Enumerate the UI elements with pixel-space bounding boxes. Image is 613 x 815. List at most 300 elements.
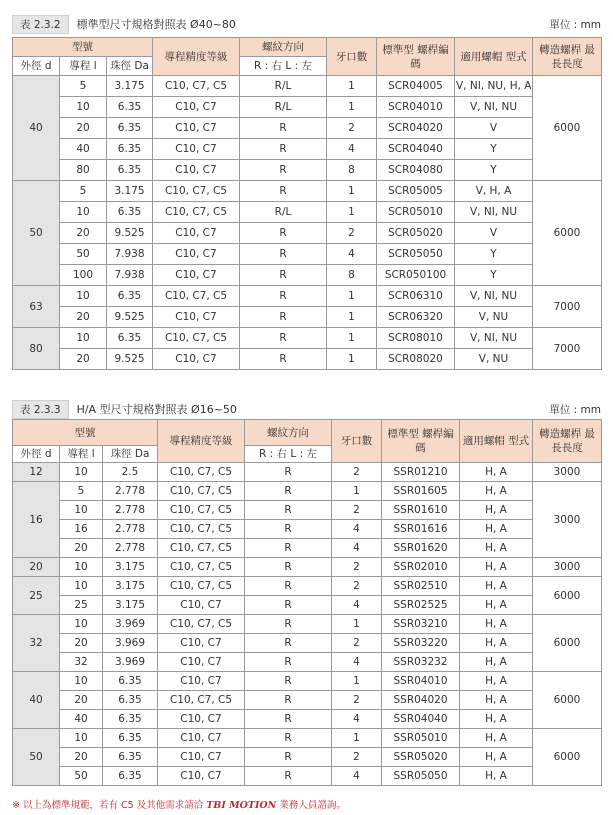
nut-type-cell: H, A (460, 539, 533, 558)
lead-cell: 10 (60, 463, 103, 482)
table2-tag: 表 2.3.3 (12, 400, 69, 419)
table-row (13, 520, 602, 539)
lead-cell: 50 (60, 244, 107, 265)
teeth-count-cell: 2 (332, 691, 382, 710)
thread-direction-cell: R (240, 286, 327, 307)
ball-diameter-cell: 6.35 (107, 160, 153, 181)
screw-code-cell: SSR04040 (382, 710, 460, 729)
max-length-cell: 3000 (533, 482, 602, 558)
header-model: 型號 (13, 38, 153, 57)
lead-cell: 20 (60, 307, 107, 328)
screw-code-cell: SSR01616 (382, 520, 460, 539)
nut-type-cell: H, A (460, 577, 533, 596)
teeth-count-cell: 1 (327, 328, 377, 349)
table-row (13, 577, 602, 596)
table-row (13, 691, 602, 710)
outer-diameter-cell: 25 (13, 577, 60, 615)
ball-diameter-cell: 3.969 (103, 653, 158, 672)
nut-type-cell: H, A (460, 520, 533, 539)
teeth-count-cell: 1 (327, 181, 377, 202)
accuracy-cell: C10, C7 (153, 160, 240, 181)
thread-direction-cell: R (245, 748, 332, 767)
header-thread-sub: R : 右 L : 左 (245, 446, 332, 463)
nut-type-cell: H, A (460, 501, 533, 520)
nut-type-cell: Y (455, 160, 533, 181)
nut-type-cell: V (455, 118, 533, 139)
nut-type-cell: H, A (460, 729, 533, 748)
lead-cell: 25 (60, 596, 103, 615)
table-row (13, 76, 602, 97)
accuracy-cell: C10, C7, C5 (158, 615, 245, 634)
table-row (13, 181, 602, 202)
ball-diameter-cell: 6.35 (103, 691, 158, 710)
header-thread: 螺紋方向 (245, 420, 332, 446)
thread-direction-cell: R (245, 463, 332, 482)
teeth-count-cell: 4 (332, 520, 382, 539)
table2-body (13, 463, 602, 786)
accuracy-cell: C10, C7 (158, 748, 245, 767)
table2-caption (12, 399, 601, 419)
teeth-count-cell: 2 (332, 577, 382, 596)
thread-direction-cell: R (240, 160, 327, 181)
accuracy-cell: C10, C7 (158, 672, 245, 691)
thread-direction-cell: R (240, 139, 327, 160)
max-length-cell: 6000 (533, 181, 602, 286)
thread-direction-cell: R (245, 539, 332, 558)
ball-diameter-cell: 3.969 (103, 615, 158, 634)
accuracy-cell: C10, C7, C5 (158, 577, 245, 596)
teeth-count-cell: 1 (327, 76, 377, 97)
lead-cell: 20 (60, 691, 103, 710)
nut-type-cell: V, NI, NU (455, 202, 533, 223)
footnote (12, 797, 346, 811)
header-od: 外徑 d (13, 446, 60, 463)
lead-cell: 80 (60, 160, 107, 181)
screw-code-cell: SCR05005 (377, 181, 455, 202)
accuracy-cell: C10, C7, C5 (153, 202, 240, 223)
ball-diameter-cell: 6.35 (107, 118, 153, 139)
nut-type-cell: H, A (460, 615, 533, 634)
table1-unit: 單位 : mm (549, 18, 601, 31)
nut-type-cell: H, A (460, 482, 533, 501)
accuracy-cell: C10, C7 (153, 97, 240, 118)
max-length-cell: 6000 (533, 615, 602, 672)
thread-direction-cell: R/L (240, 76, 327, 97)
table-row (13, 596, 602, 615)
lead-cell: 10 (60, 202, 107, 223)
outer-diameter-cell: 40 (13, 672, 60, 729)
table-row (13, 615, 602, 634)
outer-diameter-cell: 16 (13, 482, 60, 558)
header-maxlen: 轉造螺桿 最長長度 (533, 420, 602, 463)
table-row (13, 729, 602, 748)
screw-code-cell: SCR04005 (377, 76, 455, 97)
table-row (13, 539, 602, 558)
header-lead: 導程 l (60, 57, 107, 76)
thread-direction-cell: R (245, 558, 332, 577)
teeth-count-cell: 2 (332, 558, 382, 577)
screw-code-cell: SCR08010 (377, 328, 455, 349)
ball-diameter-cell: 3.175 (107, 181, 153, 202)
accuracy-cell: C10, C7 (153, 265, 240, 286)
table-row (13, 160, 602, 181)
spec-table-ha (12, 419, 602, 786)
accuracy-cell: C10, C7 (153, 139, 240, 160)
accuracy-cell: C10, C7 (153, 244, 240, 265)
screw-code-cell: SSR01210 (382, 463, 460, 482)
nut-type-cell: Y (455, 265, 533, 286)
ball-diameter-cell: 2.5 (103, 463, 158, 482)
lead-cell: 5 (60, 482, 103, 501)
outer-diameter-cell: 63 (13, 286, 60, 328)
ball-diameter-cell: 6.35 (103, 767, 158, 786)
table-row (13, 97, 602, 118)
header-accuracy: 導程精度等級 (153, 38, 240, 76)
table1-caption (12, 14, 601, 34)
screw-code-cell: SSR03232 (382, 653, 460, 672)
teeth-count-cell: 2 (332, 748, 382, 767)
table-row (13, 710, 602, 729)
screw-code-cell: SSR01610 (382, 501, 460, 520)
thread-direction-cell: R (240, 349, 327, 370)
table-row (13, 286, 602, 307)
teeth-count-cell: 4 (332, 767, 382, 786)
table1-title: 標準型尺寸規格對照表 Ø40~80 (76, 18, 236, 31)
ball-diameter-cell: 6.35 (107, 328, 153, 349)
thread-direction-cell: R (245, 653, 332, 672)
screw-code-cell: SSR05010 (382, 729, 460, 748)
thread-direction-cell: R (245, 672, 332, 691)
table-row (13, 139, 602, 160)
screw-code-cell: SCR05020 (377, 223, 455, 244)
nut-type-cell: H, A (460, 634, 533, 653)
screw-code-cell: SCR08020 (377, 349, 455, 370)
thread-direction-cell: R (245, 482, 332, 501)
lead-cell: 10 (60, 97, 107, 118)
nut-type-cell: V, NI, NU (455, 97, 533, 118)
accuracy-cell: C10, C7 (153, 307, 240, 328)
lead-cell: 100 (60, 265, 107, 286)
teeth-count-cell: 1 (327, 307, 377, 328)
lead-cell: 32 (60, 653, 103, 672)
header-maxlen: 轉造螺桿 最長長度 (533, 38, 602, 76)
teeth-count-cell: 2 (332, 463, 382, 482)
screw-code-cell: SSR04010 (382, 672, 460, 691)
screw-code-cell: SSR02010 (382, 558, 460, 577)
lead-cell: 20 (60, 223, 107, 244)
outer-diameter-cell: 50 (13, 181, 60, 286)
screw-code-cell: SSR05020 (382, 748, 460, 767)
thread-direction-cell: R (240, 328, 327, 349)
accuracy-cell: C10, C7, C5 (153, 328, 240, 349)
teeth-count-cell: 4 (332, 653, 382, 672)
thread-direction-cell: R (240, 223, 327, 244)
max-length-cell: 6000 (533, 729, 602, 786)
table-row (13, 501, 602, 520)
teeth-count-cell: 2 (327, 118, 377, 139)
screw-code-cell: SSR03220 (382, 634, 460, 653)
accuracy-cell: C10, C7, C5 (158, 539, 245, 558)
ball-diameter-cell: 9.525 (107, 307, 153, 328)
ball-diameter-cell: 6.35 (107, 286, 153, 307)
footnote-text: ※ 以上為標準規範，若有 C5 及其他需求請洽 (12, 800, 204, 811)
lead-cell: 5 (60, 181, 107, 202)
lead-cell: 10 (60, 501, 103, 520)
ball-diameter-cell: 9.525 (107, 349, 153, 370)
teeth-count-cell: 2 (327, 223, 377, 244)
max-length-cell: 6000 (533, 577, 602, 615)
lead-cell: 5 (60, 76, 107, 97)
max-length-cell: 3000 (533, 463, 602, 482)
outer-diameter-cell: 40 (13, 76, 60, 181)
screw-code-cell: SSR01620 (382, 539, 460, 558)
screw-code-cell: SSR03210 (382, 615, 460, 634)
thread-direction-cell: R/L (240, 202, 327, 223)
screw-code-cell: SSR01605 (382, 482, 460, 501)
table-row (13, 244, 602, 265)
teeth-count-cell: 4 (332, 539, 382, 558)
teeth-count-cell: 8 (327, 160, 377, 181)
screw-code-cell: SCR05010 (377, 202, 455, 223)
thread-direction-cell: R (245, 520, 332, 539)
max-length-cell: 6000 (533, 672, 602, 729)
max-length-cell: 6000 (533, 76, 602, 181)
teeth-count-cell: 1 (327, 97, 377, 118)
screw-code-cell: SSR05050 (382, 767, 460, 786)
screw-code-cell: SCR06310 (377, 286, 455, 307)
ball-diameter-cell: 3.969 (103, 634, 158, 653)
teeth-count-cell: 1 (327, 202, 377, 223)
table-row (13, 463, 602, 482)
teeth-count-cell: 8 (327, 265, 377, 286)
teeth-count-cell: 2 (332, 501, 382, 520)
spec-table-standard (12, 37, 602, 370)
teeth-count-cell: 1 (327, 349, 377, 370)
thread-direction-cell: R (245, 615, 332, 634)
max-length-cell: 7000 (533, 286, 602, 328)
ball-diameter-cell: 6.35 (107, 202, 153, 223)
header-teeth: 牙口數 (332, 420, 382, 463)
outer-diameter-cell: 12 (13, 463, 60, 482)
thread-direction-cell: R (245, 501, 332, 520)
thread-direction-cell: R (240, 307, 327, 328)
lead-cell: 10 (60, 328, 107, 349)
accuracy-cell: C10, C7, C5 (158, 558, 245, 577)
nut-type-cell: H, A (460, 596, 533, 615)
teeth-count-cell: 4 (332, 596, 382, 615)
table1-tag: 表 2.3.2 (12, 15, 69, 34)
table-row (13, 672, 602, 691)
outer-diameter-cell: 50 (13, 729, 60, 786)
screw-code-cell: SSR02510 (382, 577, 460, 596)
lead-cell: 10 (60, 577, 103, 596)
table-row (13, 223, 602, 244)
ball-diameter-cell: 6.35 (107, 97, 153, 118)
thread-direction-cell: R (245, 710, 332, 729)
lead-cell: 10 (60, 729, 103, 748)
nut-type-cell: H, A (460, 558, 533, 577)
header-ball: 珠徑 Da (103, 446, 158, 463)
ball-diameter-cell: 7.938 (107, 244, 153, 265)
header-lead: 導程 l (60, 446, 103, 463)
nut-type-cell: V, H, A (455, 181, 533, 202)
screw-code-cell: SCR06320 (377, 307, 455, 328)
nut-type-cell: V, NI, NU, H, A (455, 76, 533, 97)
max-length-cell: 3000 (533, 558, 602, 577)
table-row (13, 634, 602, 653)
brand-name: TBI MOTION (206, 800, 277, 811)
accuracy-cell: C10, C7 (158, 596, 245, 615)
header-model: 型號 (13, 420, 158, 446)
nut-type-cell: Y (455, 244, 533, 265)
ball-diameter-cell: 3.175 (103, 558, 158, 577)
header-nut: 適用螺帽 型式 (455, 38, 533, 76)
thread-direction-cell: R (245, 767, 332, 786)
nut-type-cell: Y (455, 139, 533, 160)
accuracy-cell: C10, C7, C5 (158, 520, 245, 539)
nut-type-cell: H, A (460, 748, 533, 767)
lead-cell: 50 (60, 767, 103, 786)
screw-code-cell: SSR04020 (382, 691, 460, 710)
nut-type-cell: V (455, 223, 533, 244)
header-thread: 螺紋方向 (240, 38, 327, 57)
ball-diameter-cell: 3.175 (103, 577, 158, 596)
accuracy-cell: C10, C7 (153, 223, 240, 244)
table-row (13, 558, 602, 577)
ball-diameter-cell: 2.778 (103, 501, 158, 520)
screw-code-cell: SCR04080 (377, 160, 455, 181)
table-row (13, 307, 602, 328)
header-accuracy: 導程精度等級 (158, 420, 245, 463)
table-row (13, 482, 602, 501)
table-row (13, 328, 602, 349)
accuracy-cell: C10, C7 (153, 349, 240, 370)
ball-diameter-cell: 9.525 (107, 223, 153, 244)
ball-diameter-cell: 2.778 (103, 520, 158, 539)
accuracy-cell: C10, C7 (158, 729, 245, 748)
nut-type-cell: H, A (460, 691, 533, 710)
table2-unit: 單位 : mm (549, 403, 601, 416)
teeth-count-cell: 1 (332, 729, 382, 748)
lead-cell: 10 (60, 286, 107, 307)
header-thread-sub: R : 右 L : 左 (240, 57, 327, 76)
teeth-count-cell: 1 (332, 482, 382, 501)
thread-direction-cell: R (245, 596, 332, 615)
header-teeth: 牙口數 (327, 38, 377, 76)
thread-direction-cell: R (245, 577, 332, 596)
max-length-cell: 7000 (533, 328, 602, 370)
footnote-text-end: 業務人員諮詢。 (279, 800, 346, 811)
accuracy-cell: C10, C7, C5 (158, 482, 245, 501)
accuracy-cell: C10, C7, C5 (153, 181, 240, 202)
thread-direction-cell: R (240, 265, 327, 286)
accuracy-cell: C10, C7, C5 (158, 501, 245, 520)
thread-direction-cell: R (245, 634, 332, 653)
ball-diameter-cell: 2.778 (103, 539, 158, 558)
lead-cell: 20 (60, 634, 103, 653)
table-row (13, 118, 602, 139)
lead-cell: 10 (60, 615, 103, 634)
lead-cell: 16 (60, 520, 103, 539)
lead-cell: 20 (60, 539, 103, 558)
table-row (13, 202, 602, 223)
screw-code-cell: SCR04020 (377, 118, 455, 139)
accuracy-cell: C10, C7, C5 (158, 463, 245, 482)
ball-diameter-cell: 7.938 (107, 265, 153, 286)
table-row (13, 748, 602, 767)
lead-cell: 20 (60, 748, 103, 767)
accuracy-cell: C10, C7, C5 (153, 76, 240, 97)
teeth-count-cell: 4 (327, 139, 377, 160)
lead-cell: 20 (60, 118, 107, 139)
ball-diameter-cell: 2.778 (103, 482, 158, 501)
thread-direction-cell: R (240, 244, 327, 265)
thread-direction-cell: R/L (240, 97, 327, 118)
teeth-count-cell: 2 (332, 634, 382, 653)
accuracy-cell: C10, C7 (158, 653, 245, 672)
table-row (13, 265, 602, 286)
accuracy-cell: C10, C7, C5 (153, 286, 240, 307)
outer-diameter-cell: 32 (13, 615, 60, 672)
nut-type-cell: V, NU (455, 307, 533, 328)
header-nut: 適用螺帽 型式 (460, 420, 533, 463)
ball-diameter-cell: 6.35 (103, 672, 158, 691)
thread-direction-cell: R (240, 118, 327, 139)
lead-cell: 40 (60, 710, 103, 729)
nut-type-cell: H, A (460, 653, 533, 672)
thread-direction-cell: R (245, 691, 332, 710)
lead-cell: 40 (60, 139, 107, 160)
screw-code-cell: SCR04010 (377, 97, 455, 118)
table2-title: H/A 型尺寸規格對照表 Ø16~50 (76, 403, 237, 416)
teeth-count-cell: 4 (332, 710, 382, 729)
accuracy-cell: C10, C7, C5 (158, 691, 245, 710)
nut-type-cell: H, A (460, 463, 533, 482)
table-row (13, 653, 602, 672)
table-row (13, 349, 602, 370)
ball-diameter-cell: 6.35 (103, 710, 158, 729)
lead-cell: 10 (60, 672, 103, 691)
accuracy-cell: C10, C7 (153, 118, 240, 139)
screw-code-cell: SCR050100 (377, 265, 455, 286)
table-row (13, 767, 602, 786)
outer-diameter-cell: 20 (13, 558, 60, 577)
lead-cell: 10 (60, 558, 103, 577)
ball-diameter-cell: 6.35 (103, 748, 158, 767)
thread-direction-cell: R (240, 181, 327, 202)
table1-body (13, 76, 602, 370)
thread-direction-cell: R (245, 729, 332, 748)
teeth-count-cell: 1 (332, 615, 382, 634)
header-code: 標準型 螺桿編碼 (377, 38, 455, 76)
header-od: 外徑 d (13, 57, 60, 76)
nut-type-cell: V, NI, NU (455, 286, 533, 307)
nut-type-cell: H, A (460, 767, 533, 786)
screw-code-cell: SSR02525 (382, 596, 460, 615)
outer-diameter-cell: 80 (13, 328, 60, 370)
screw-code-cell: SCR05050 (377, 244, 455, 265)
accuracy-cell: C10, C7 (158, 710, 245, 729)
teeth-count-cell: 1 (332, 672, 382, 691)
teeth-count-cell: 4 (327, 244, 377, 265)
nut-type-cell: V, NU (455, 349, 533, 370)
ball-diameter-cell: 6.35 (103, 729, 158, 748)
ball-diameter-cell: 3.175 (107, 76, 153, 97)
nut-type-cell: H, A (460, 710, 533, 729)
ball-diameter-cell: 6.35 (107, 139, 153, 160)
nut-type-cell: H, A (460, 672, 533, 691)
accuracy-cell: C10, C7 (158, 634, 245, 653)
